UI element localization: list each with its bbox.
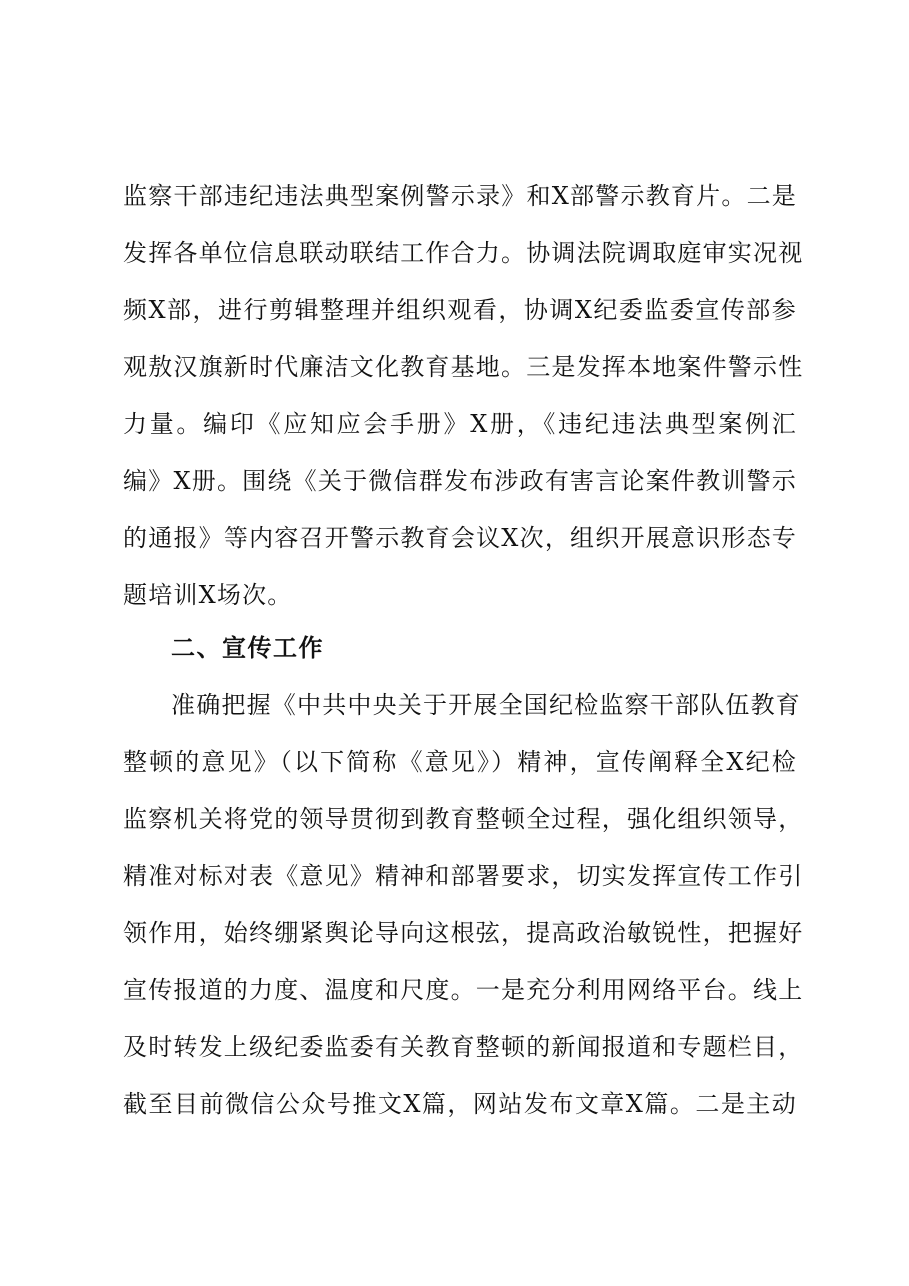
- paragraph-line: 发挥各单位信息联动联结工作合力。协调法院调取庭审实况视: [123, 239, 804, 267]
- paragraph-line: 宣传报道的力度、温度和尺度。一是充分利用网络平台。线上: [123, 976, 804, 1004]
- paragraph-line: 准确把握《中共中央关于开展全国纪检监察干部队伍教育: [171, 691, 801, 719]
- paragraph-line: 的通报》等内容召开警示教育会议X次，组织开展意识形态专: [123, 524, 797, 552]
- paragraph-line: 监察机关将党的领导贯彻到教育整顿全过程，强化组织领导，: [123, 805, 804, 833]
- paragraph-line: 整顿的意见》（以下简称《意见》）精神，宣传阐释全X纪检: [123, 748, 797, 776]
- paragraph-line: 观敖汉旗新时代廉洁文化教育基地。三是发挥本地案件警示性: [123, 353, 804, 381]
- paragraph-line: 题培训X场次。: [123, 581, 293, 609]
- paragraph-line: 及时转发上级纪委监委有关教育整顿的新闻报道和专题栏目，: [123, 1033, 804, 1061]
- paragraph-line: 精准对标对表《意见》精神和部署要求，切实发挥宣传工作引: [123, 862, 804, 890]
- paragraph-line: 编》X册。围绕《关于微信群发布涉政有害言论案件教训警示: [123, 467, 797, 495]
- paragraph-line: 监察干部违纪违法典型案例警示录》和X部警示教育片。二是: [123, 182, 797, 210]
- section-heading: 二、宣传工作: [171, 634, 324, 662]
- paragraph-line: 截至目前微信公众号推文X篇，网站发布文章X篇。二是主动: [123, 1090, 797, 1118]
- paragraph-line: 领作用，始终绷紧舆论导向这根弦，提高政治敏锐性，把握好: [123, 919, 804, 947]
- paragraph-line: 频X部，进行剪辑整理并组织观看，协调X纪委监委宣传部参: [123, 296, 797, 324]
- paragraph-line: 力量。编印《应知应会手册》X册，《违纪违法典型案例汇: [123, 410, 797, 438]
